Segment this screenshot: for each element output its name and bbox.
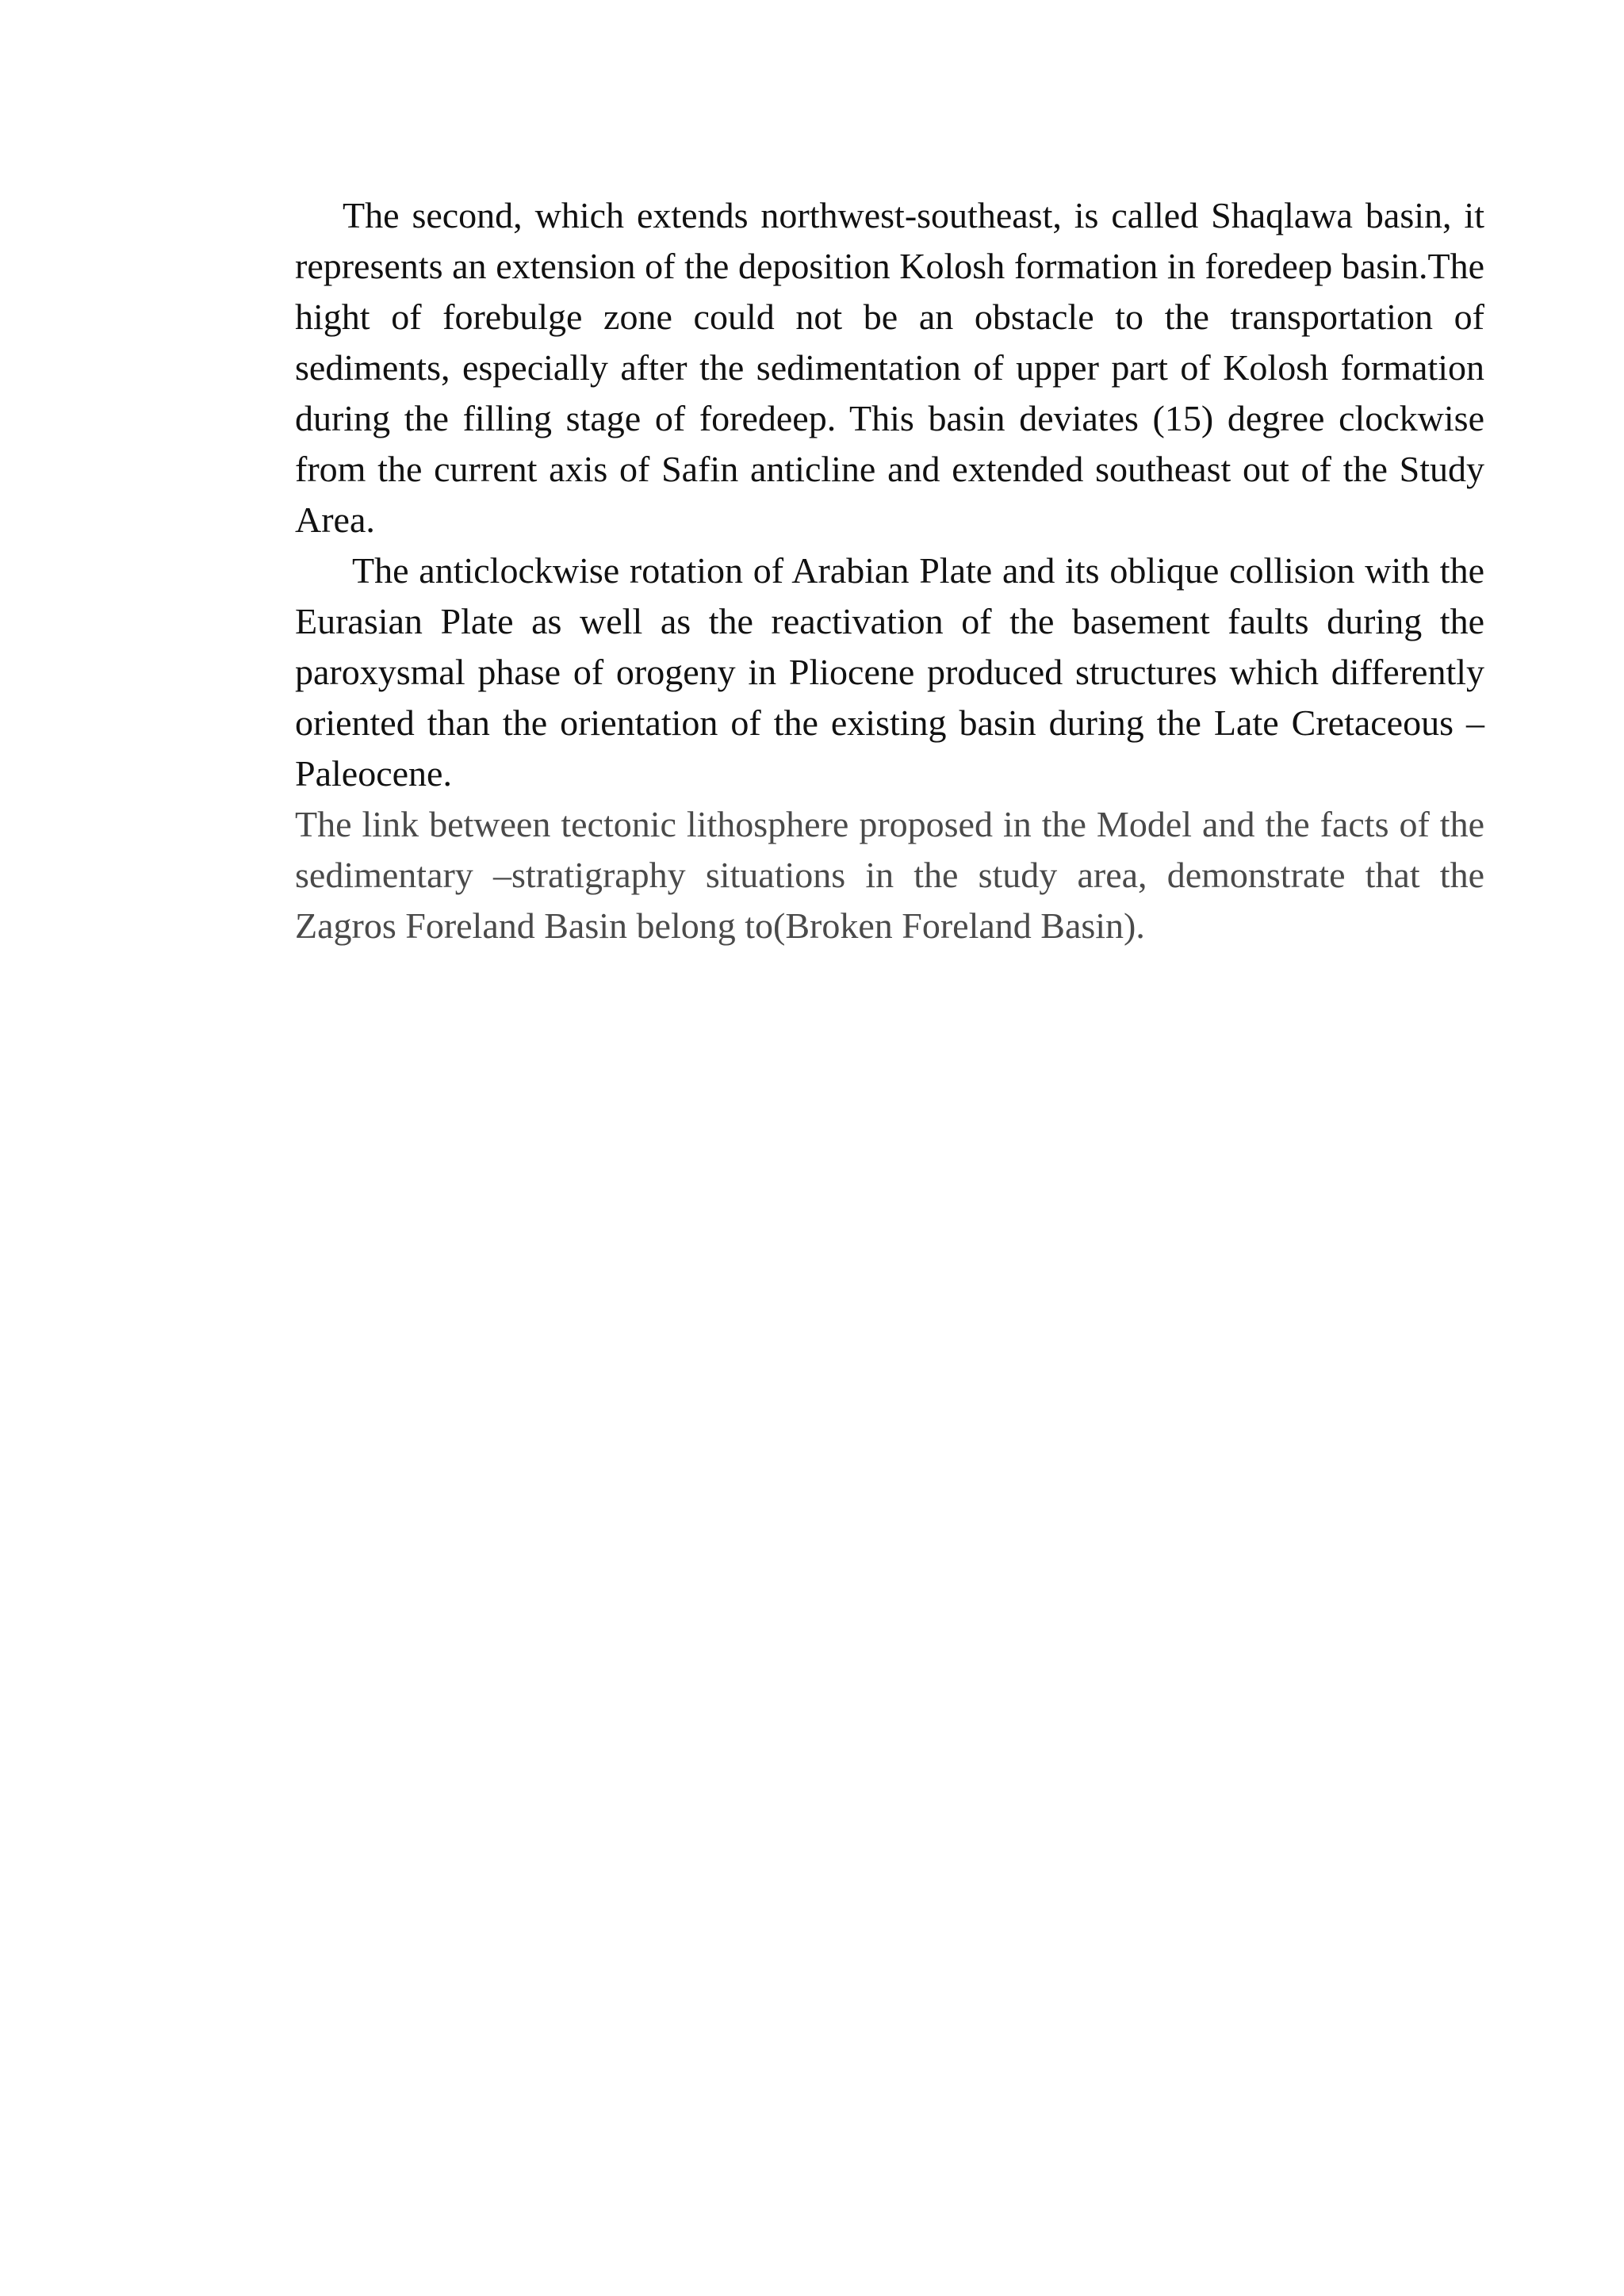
paragraph-shaqlawa-basin: The second, which extends northwest-southeast, is called Shaqlawa basin, it represents an extension of the deposition Kolosh formation in foredeep basin.The hight of forebulge zone could not be an obstacle to the transportation of sediments, especially after the sedimentation of upper part of Kolosh formation during the filling stage of foredeep. This basin deviates (15) degree clockwise from the current axis of Safin anticline and extended southeast out of the Study Area. xyxy=(295,195,1484,540)
body-text xyxy=(295,190,1484,951)
paragraph-arabian-plate-rotation: The anticlockwise rotation of Arabian Plate and its oblique collision with the Eurasian Plate as well as the reactivation of the basement faults during the paroxysmal phase of orogeny in Pliocene produced structures which differently oriented than the orientation of the existing basin during the Late Cretaceous –Paleocene. xyxy=(295,550,1484,794)
paragraph-broken-foreland-basin: The link between tectonic lithosphere proposed in the Model and the facts of the sedimentary –stratigraphy situations in the study area, demonstrate that the Zagros Foreland Basin belong to(Broken Foreland Basin). xyxy=(295,804,1484,946)
